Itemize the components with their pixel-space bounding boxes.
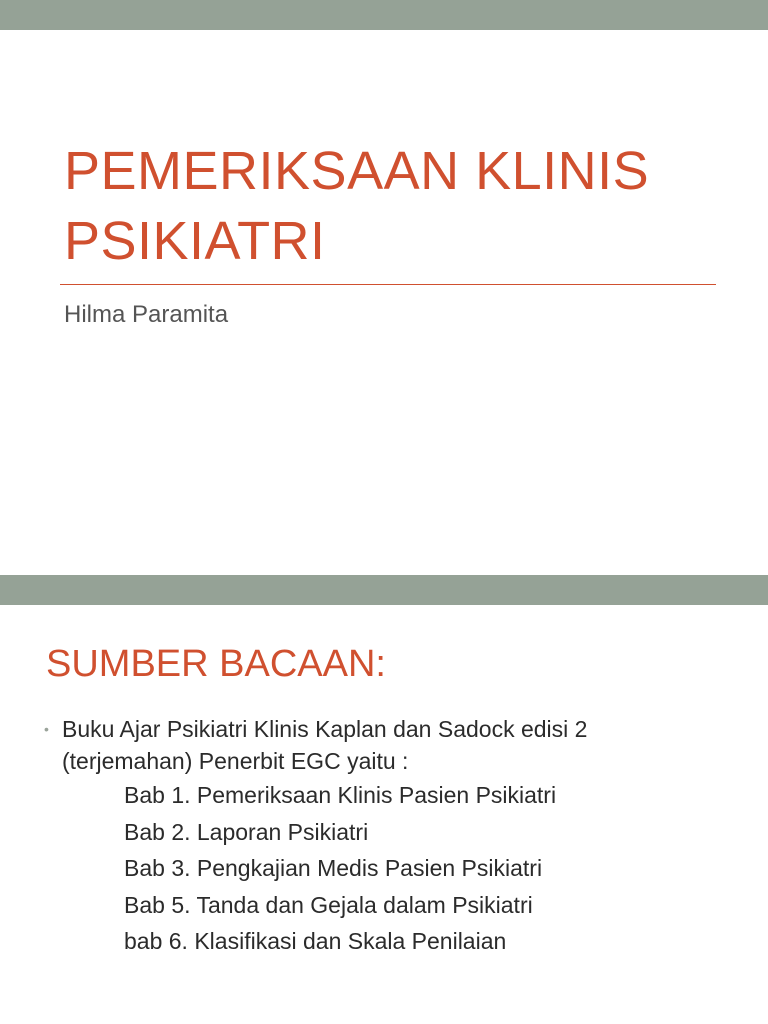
sources-body	[44, 713, 744, 960]
title-underline-divider	[60, 284, 716, 285]
slide-title	[64, 136, 744, 276]
bullet-icon: •	[44, 721, 49, 737]
bullet-text-line-2: (terjemahan) Penerbit EGC yaitu :	[62, 748, 409, 774]
chapter-item: Bab 2. Laporan Psikiatri	[124, 818, 369, 845]
author-subtitle: Hilma Paramita	[64, 301, 229, 328]
bullet-item	[44, 713, 744, 745]
slide-separator-band	[0, 575, 768, 605]
sources-slide	[0, 605, 768, 1024]
top-accent-band	[0, 0, 768, 30]
title-slide	[0, 30, 768, 575]
chapter-item: Bab 3. Pengkajian Medis Pasien Psikiatri	[124, 855, 543, 881]
chapter-item: Bab 1. Pemeriksaan Klinis Pasien Psikiatri	[124, 782, 557, 808]
slide-title-line-2: PSIKIATRI	[64, 211, 326, 271]
chapter-item: Bab 5. Tanda dan Gejala dalam Psikiatri	[124, 891, 533, 918]
slide-title-line-1: PEMERIKSAAN KLINIS	[64, 141, 650, 201]
chapter-item: bab 6. Klasifikasi dan Skala Penilaian	[124, 928, 507, 954]
sources-title: SUMBER BACAAN:	[46, 643, 386, 685]
bullet-text-line-1: Buku Ajar Psikiatri Klinis Kaplan dan Sadock edisi 2	[62, 716, 588, 742]
